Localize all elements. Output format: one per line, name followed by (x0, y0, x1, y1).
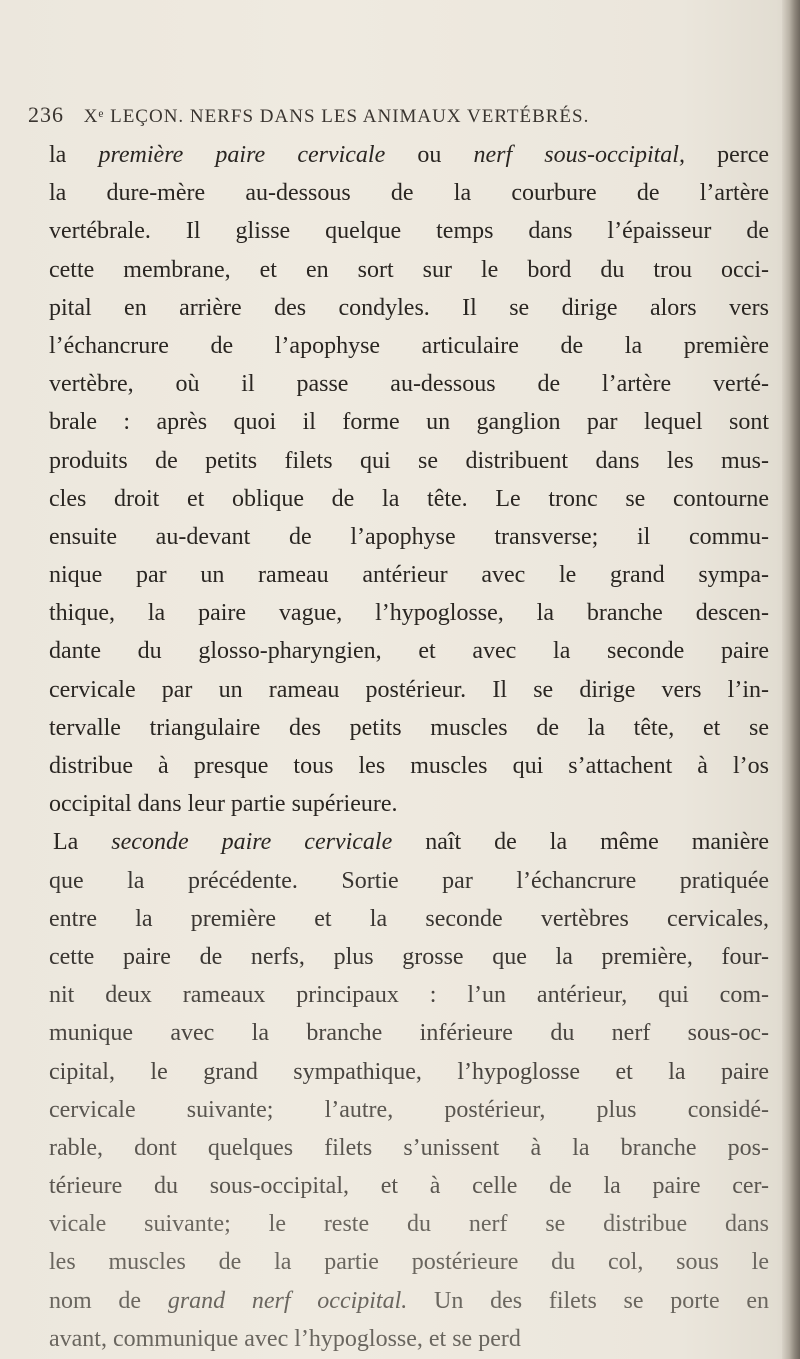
text-line (49, 594, 769, 632)
text-line (49, 1129, 769, 1167)
text-line (49, 1320, 769, 1358)
text-run: cette membrane, et en sort sur le bord du trou occi- (49, 256, 769, 283)
text-line (49, 212, 769, 250)
text-run: l’échancrure de l’apophyse articulaire de la première (49, 332, 769, 359)
text-line (49, 327, 769, 365)
text-line (49, 1091, 769, 1129)
text-line (49, 1282, 769, 1320)
italic-term: nerf sous-occipital, (473, 142, 685, 168)
text-run: la dure-mère au-dessous de la courbure de l’artère (49, 180, 769, 207)
running-header (28, 102, 768, 132)
page-edge (782, 0, 800, 1359)
text-line (49, 1205, 769, 1243)
text-run: nit deux rameaux principaux : l’un antérieur, qui com- (49, 982, 769, 1009)
text-line (49, 556, 769, 594)
text-line (49, 938, 769, 976)
text-line (49, 403, 769, 441)
text-run: La (53, 829, 112, 856)
page-number: 236 (28, 102, 64, 127)
text-run: rable, dont quelques filets s’unissent à la branche pos- (49, 1134, 769, 1161)
italic-term: grand nerf occipital. (167, 1287, 408, 1314)
text-line (49, 518, 769, 556)
text-run: perce (684, 142, 769, 168)
text-line (49, 251, 769, 289)
text-line (49, 823, 769, 861)
text-run: tervalle triangulaire des petits muscles de la tête, et se (49, 714, 769, 741)
text-run: la (49, 142, 99, 168)
text-line (49, 632, 769, 670)
text-line (49, 747, 769, 785)
text-line (49, 785, 769, 823)
text-run: occipital dans leur partie supérieure. (49, 791, 398, 818)
text-run: térieure du sous-occipital, et à celle de la paire cer- (49, 1173, 769, 1200)
text-line (49, 976, 769, 1014)
text-line (49, 709, 769, 747)
text-run: vicale suivante; le reste du nerf se distribue dans (49, 1211, 769, 1238)
text-run: cervicale par un rameau postérieur. Il se dirige vers l’in- (49, 676, 769, 703)
text-run: dante du glosso-pharyngien, et avec la seconde paire (49, 638, 769, 665)
text-run: thique, la paire vague, l’hypoglosse, la branche descen- (49, 600, 769, 627)
text-line (49, 1053, 769, 1091)
text-run: pital en arrière des condyles. Il se dirige alors vers (49, 294, 769, 321)
text-line (49, 480, 769, 518)
text-line (49, 289, 769, 327)
text-run: vertébrale. Il glisse quelque temps dans l’épaisseur de (49, 218, 769, 245)
italic-term: première paire cervicale (98, 142, 386, 168)
text-line (49, 136, 769, 174)
text-run: les muscles de la partie postérieure du col, sous le (49, 1249, 769, 1276)
text-run: avant, communique avec l’hypoglosse, et se perd (49, 1325, 521, 1352)
text-line (49, 365, 769, 403)
text-line (49, 442, 769, 480)
text-line (49, 1243, 769, 1281)
body-text (49, 136, 769, 1358)
text-line (49, 671, 769, 709)
text-line (49, 1167, 769, 1205)
text-run: cervicale suivante; l’autre, postérieur, plus considé- (49, 1096, 769, 1123)
italic-term: seconde paire cervicale (111, 829, 393, 856)
text-run: cles droit et oblique de la tête. Le tronc se contourne (49, 485, 769, 512)
text-line (49, 900, 769, 938)
text-run: que la précédente. Sortie par l’échancrure pratiquée (49, 867, 769, 894)
text-run: munique avec la branche inférieure du nerf sous-oc- (49, 1020, 769, 1047)
text-run: distribue à presque tous les muscles qui s’attachent à l’os (49, 753, 769, 779)
text-run: Un des filets se porte en (407, 1287, 769, 1314)
text-run: nom de (49, 1287, 168, 1314)
text-run: produits de petits filets qui se distribuent dans les mus- (49, 447, 769, 474)
text-run: naît de la même manière (392, 829, 769, 856)
text-run: ou (385, 142, 474, 168)
text-run: brale : après quoi il forme un ganglion par lequel sont (49, 409, 769, 436)
text-line (49, 862, 769, 900)
text-run: entre la première et la seconde vertèbres cervicales, (49, 905, 769, 932)
text-line (49, 1014, 769, 1052)
text-run: cipital, le grand sympathique, l’hypoglosse et la paire (49, 1058, 769, 1085)
text-run: ensuite au-devant de l’apophyse transverse; il commu- (49, 523, 769, 550)
text-line (49, 174, 769, 212)
text-run: cette paire de nerfs, plus grosse que la première, four- (49, 943, 769, 970)
text-run: nique par un rameau antérieur avec le grand sympa- (49, 562, 769, 589)
running-title: Xᵉ LEÇON. NERFS DANS LES ANIMAUX VERTÉBRÉS. (83, 106, 590, 127)
text-run: vertèbre, où il passe au-dessous de l’artère verté- (49, 371, 769, 398)
